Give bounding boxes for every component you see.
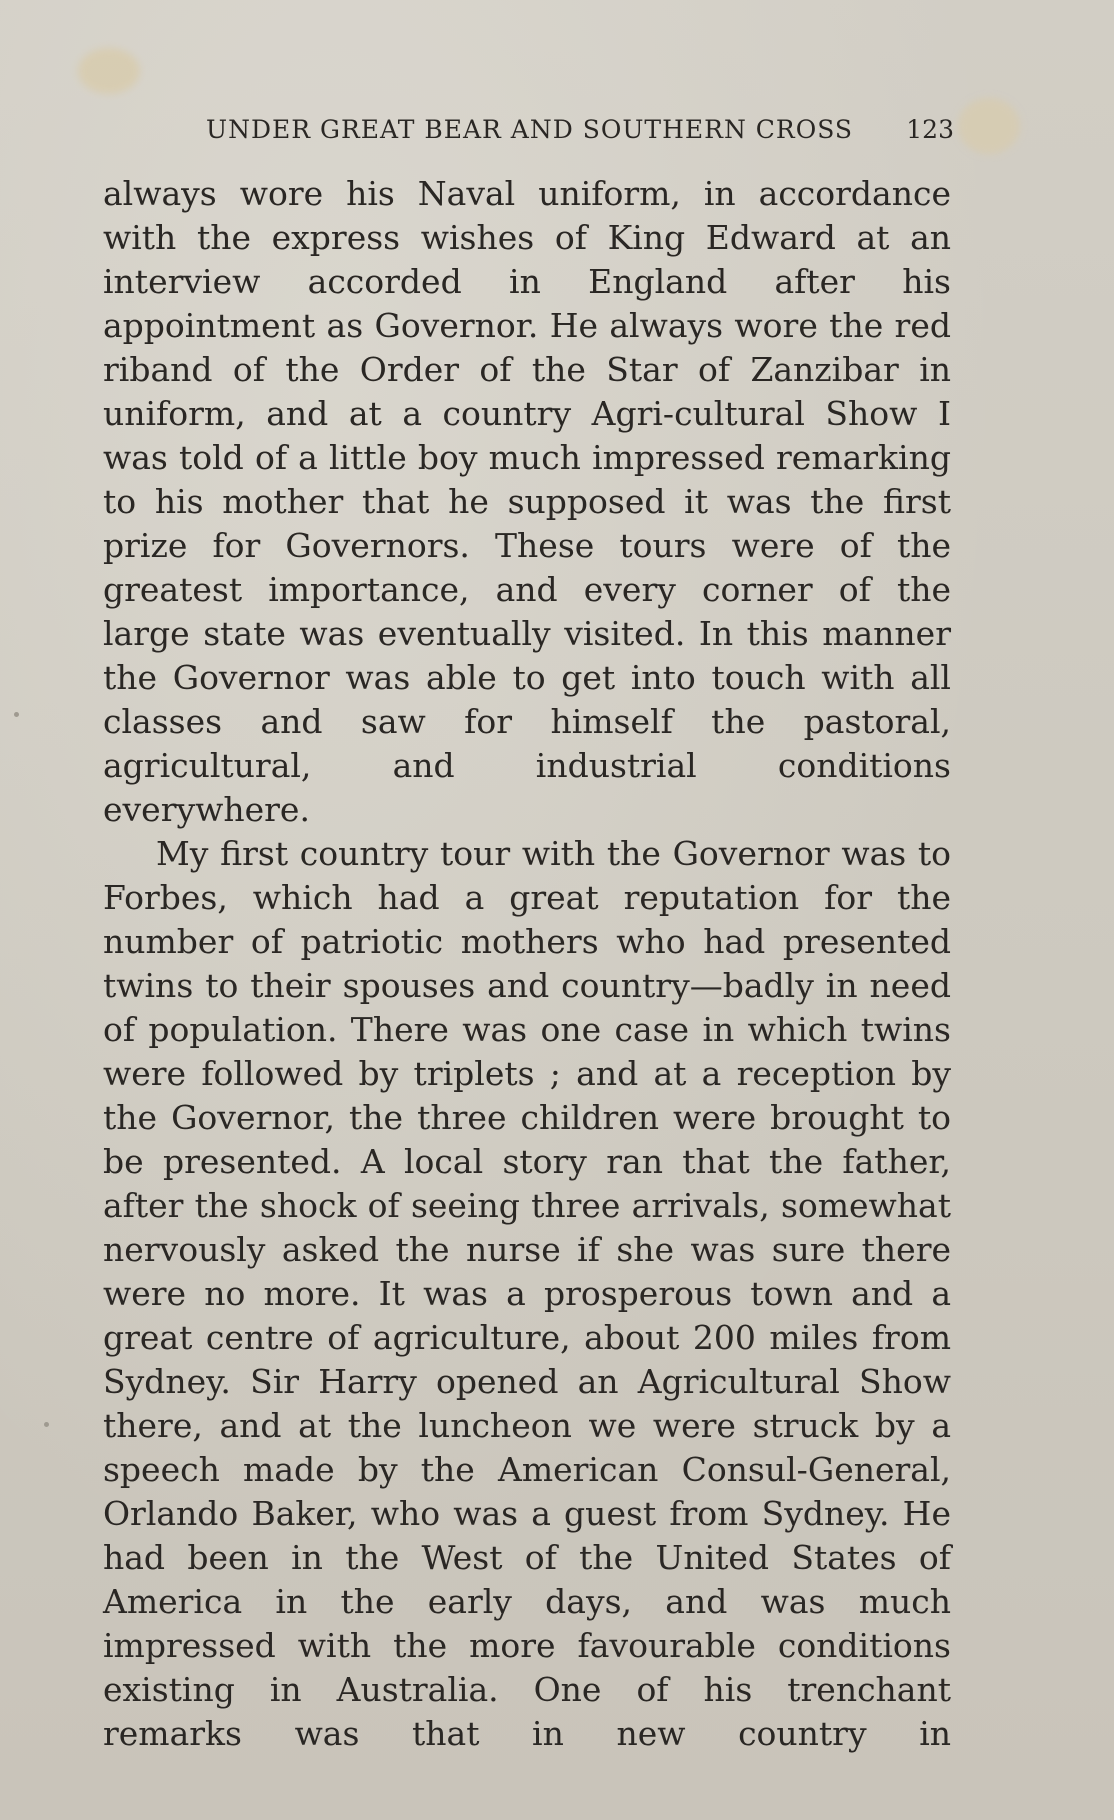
- running-title: UNDER GREAT BEAR AND SOUTHERN CROSS: [206, 115, 854, 144]
- paper-speck: [14, 712, 19, 717]
- page-number: 123: [906, 115, 954, 144]
- paper-speck: [44, 1422, 49, 1427]
- paper-stain: [958, 98, 1020, 154]
- paragraph-continuation: always wore his Naval uniform, in accordance with the express wishes of King Edward at an interview accorded in England after his appointment as Governor. He always wore the red riband of the Order of the Star of Zanzibar in uniform, and at a country Agri-cultural Show I was told of a little boy much impressed remarking to his mother that he supposed it was the first prize for Governors. These tours were of the greatest importance, and every corner of the large state was eventually visited. In this manner the Governor was able to get into touch with all classes and saw for himself the pastoral, agricultural, and industrial conditions everywhere.: [103, 174, 951, 829]
- body-text: [103, 172, 951, 1756]
- paper-stain: [78, 48, 140, 94]
- paragraph: My first country tour with the Governor was to Forbes, which had a great reputation for the number of patriotic mothers who had presented twins to their spouses and country—badly in need of population. There was one case in which twins were followed by triplets ; and at a reception by the Governor, the three children were brought to be presented. A local story ran that the father, after the shock of seeing three arrivals, somewhat nervously asked the nurse if she was sure there were no more. It was a prosperous town and a great centre of agriculture, about 200 miles from Sydney. Sir Harry opened an Agricultural Show there, and at the luncheon we were struck by a speech made by the American Consul-General, Orlando Baker, who was a guest from Sydney. He had been in the West of the United States of America in the early days, and was much impressed with the more favourable conditions existing in Australia. One of his trenchant remarks was that in new country in: [103, 834, 951, 1753]
- running-header: [206, 115, 954, 155]
